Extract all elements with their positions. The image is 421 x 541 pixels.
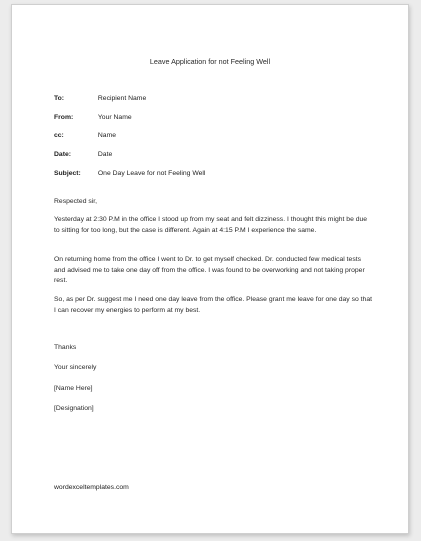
document-title: Leave Application for not Feeling Well — [149, 57, 271, 66]
body-paragraph-2: On returning home from the office I went to Dr. to get myself checked. Dr. conducted few medical tests and advised me to take one day off from the office. I was found to be overworking and not taking proper rest. — [54, 256, 365, 285]
closing-sign-off: Your sincerely — [54, 364, 97, 371]
from-value: Your Name — [97, 114, 132, 121]
cc-label: cc: — [54, 132, 64, 139]
salutation: Respected sir, — [54, 198, 98, 205]
header-row-subject — [54, 170, 374, 177]
header-row-from — [54, 114, 374, 121]
body-paragraph-3: So, as per Dr. suggest me I need one day leave from the office. Please grant me leave for one day so that I can recover my energies to perform at my best. — [54, 296, 373, 314]
document-page — [11, 4, 409, 534]
date-value: Date — [97, 151, 113, 158]
to-value: Recipient Name — [97, 95, 147, 102]
header-row-to — [54, 95, 374, 102]
cc-value: Name — [97, 132, 117, 139]
closing-name: [Name Here] — [54, 385, 93, 392]
body-paragraph-1: Yesterday at 2:30 P.M in the office I stood up from my seat and felt dizziness. I thought this might be due to sitting for too long, but the case is different. Again at 4:15 P.M I experience the same. — [54, 216, 368, 234]
from-label: From: — [54, 114, 74, 121]
header-row-date — [54, 151, 374, 158]
closing-designation: [Designation] — [54, 405, 94, 412]
header-row-cc — [54, 132, 374, 139]
footer-website: wordexceltemplates.com — [54, 484, 129, 491]
to-label: To: — [54, 95, 65, 102]
date-label: Date: — [54, 151, 71, 158]
closing-thanks: Thanks — [54, 344, 77, 351]
subject-label: Subject: — [54, 170, 81, 177]
subject-value: One Day Leave for not Feeling Well — [97, 170, 206, 177]
